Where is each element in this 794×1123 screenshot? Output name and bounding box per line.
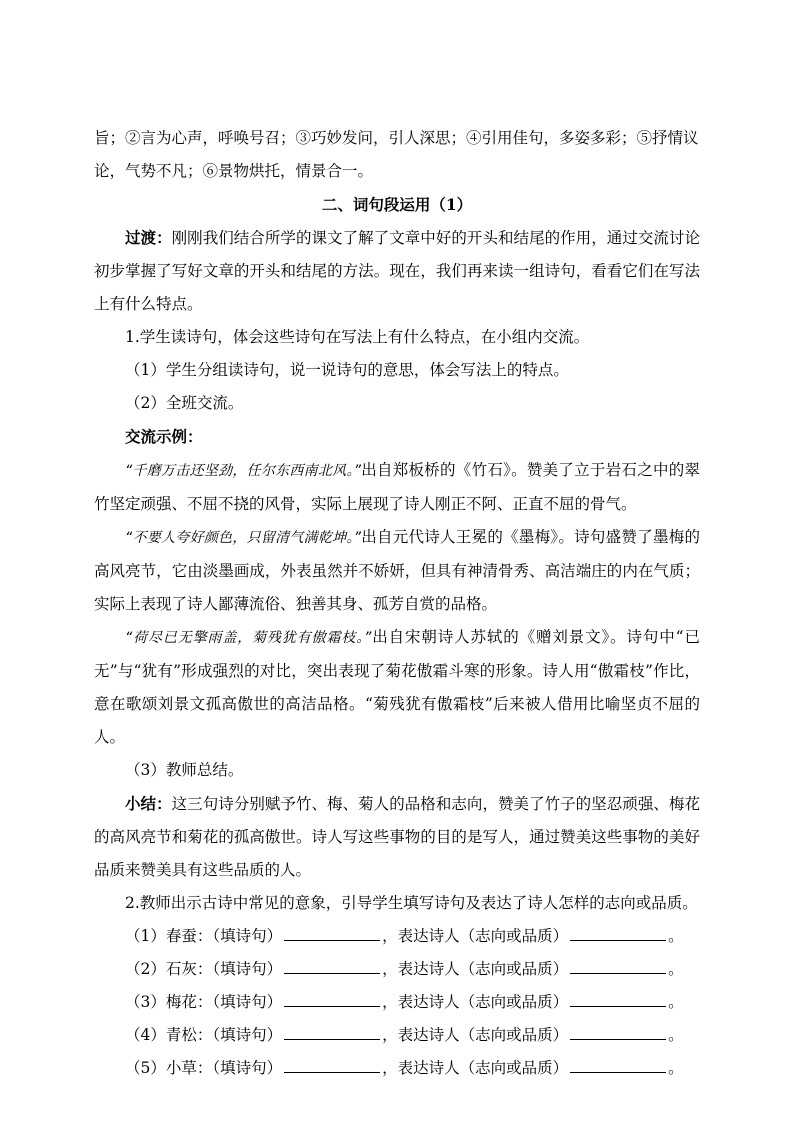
transition-label: 过渡： xyxy=(125,228,172,247)
example-label xyxy=(94,420,700,454)
quality-blank[interactable] xyxy=(570,925,666,941)
fill-item: 石灰： xyxy=(165,960,213,978)
fill-num: （4） xyxy=(125,1026,166,1044)
fill-row-2 xyxy=(94,953,700,986)
fill-num: （3） xyxy=(125,993,166,1011)
fill-item: 青松： xyxy=(165,1026,213,1044)
example-label-text: 交流示例： xyxy=(125,427,203,446)
fill-end: 。 xyxy=(668,1059,684,1077)
fill-prompt-express: ，表达诗人（志向或品质） xyxy=(382,1026,569,1044)
fill-item: 小草： xyxy=(165,1059,213,1077)
fill-prompt-express: ，表达诗人（志向或品质） xyxy=(382,993,569,1011)
poem-blank[interactable] xyxy=(284,925,380,941)
example-1 xyxy=(94,454,700,521)
fill-end: 。 xyxy=(668,927,684,945)
quality-blank[interactable] xyxy=(570,1057,666,1073)
summary-paragraph xyxy=(94,787,700,887)
example-2-poem: “不要人夸好颜色，只留清气满乾坤。” xyxy=(125,530,361,546)
fill-prompt-poem: （填诗句） xyxy=(212,1059,283,1077)
fill-num: （5） xyxy=(125,1059,166,1077)
step-2: 2.教师出示古诗中常见的意象，引导学生填写诗句及表达了诗人怎样的志向或品质。 xyxy=(125,894,698,912)
quality-blank[interactable] xyxy=(570,1024,666,1040)
document-page xyxy=(94,122,700,1085)
fill-item: 梅花： xyxy=(165,993,213,1011)
fill-row-4 xyxy=(94,1019,700,1052)
poem-blank[interactable] xyxy=(284,1024,380,1040)
intro-line-2: 论，气势不凡；⑥景物烘托，情景合一。 xyxy=(94,162,374,180)
step-1-sub-3: （3）教师总结。 xyxy=(125,761,244,779)
intro-line-1: 旨；②言为心声，呼唤号召；③巧妙发问，引人深思；④引用佳句，多姿多彩；⑤抒情议 xyxy=(94,129,699,147)
fill-num: （2） xyxy=(125,960,166,978)
fill-row-5 xyxy=(94,1052,700,1085)
poem-blank[interactable] xyxy=(284,1057,380,1073)
poem-blank[interactable] xyxy=(284,991,380,1007)
step-1-sub-1: （1）学生分组读诗句，说一说诗句的意思，体会写法上的特点。 xyxy=(125,361,569,379)
fill-prompt-express: ，表达诗人（志向或品质） xyxy=(382,927,569,945)
example-3-text: 出自宋朝诗人苏轼的《赠刘景文》。诗句中“已无”与“犹有”形成强烈的对比，突出表现了菊花傲霜斗寒的形象。诗人用“傲霜枝”作比，意在歌颂刘景文孤高傲世的高洁品格。“菊残犹有傲霜枝”后来被人借用比喻坚贞不屈的人。 xyxy=(94,628,700,746)
example-2 xyxy=(94,521,700,621)
fill-end: 。 xyxy=(668,960,684,978)
example-1-text: 出自郑板桥的《竹石》。赞美了立于岩石之中的翠竹坚定顽强、不屈不挠的风骨，实际上展现了诗人刚正不阿、正直不屈的骨气。 xyxy=(94,461,700,513)
fill-prompt-express: ，表达诗人（志向或品质） xyxy=(382,960,569,978)
fill-end: 。 xyxy=(668,1026,684,1044)
fill-prompt-poem: （填诗句） xyxy=(212,927,283,945)
fill-end: 。 xyxy=(668,993,684,1011)
step-1: 1.学生读诗句，体会这些诗句在写法上有什么特点，在小组内交流。 xyxy=(125,328,590,346)
example-3 xyxy=(94,621,700,754)
fill-prompt-poem: （填诗句） xyxy=(212,993,283,1011)
fill-prompt-poem: （填诗句） xyxy=(212,1026,283,1044)
transition-text: 刚刚我们结合所学的课文了解了文章中好的开头和结尾的作用，通过交流讨论初步掌握了写好文章的开头和结尾的方法。现在，我们再来读一组诗句，看看它们在写法上有什么特点。 xyxy=(94,229,700,313)
example-3-poem: “荷尽已无擎雨盖，菊残犹有傲霜枝。” xyxy=(125,630,372,646)
example-2-text: 出自元代诗人王冕的《墨梅》。诗句盛赞了墨梅的高风亮节，它由淡墨画成，外表虽然并不娇妍，但具有神清骨秀、高洁端庄的内在气质；实际上表现了诗人鄙薄流俗、独善其身、孤芳自赏的品格。 xyxy=(94,528,700,613)
quality-blank[interactable] xyxy=(570,991,666,1007)
fill-row-3 xyxy=(94,986,700,1019)
transition-paragraph xyxy=(94,221,700,321)
poem-blank[interactable] xyxy=(284,958,380,974)
example-1-poem: “千磨万击还坚劲，任尔东西南北风。” xyxy=(125,463,361,479)
fill-prompt-poem: （填诗句） xyxy=(212,960,283,978)
summary-text: 这三句诗分别赋予竹、梅、菊人的品格和志向，赞美了竹子的坚忍顽强、梅花的高风亮节和菊花的孤高傲世。诗人写这些事物的目的是写人，通过赞美这些事物的美好品质来赞美具有这些品质的人。 xyxy=(94,795,700,879)
section-heading: 二、词句段运用（1） xyxy=(321,195,473,214)
fill-item: 春蚕： xyxy=(165,927,213,945)
fill-num: （1） xyxy=(125,927,166,945)
fill-prompt-express: ，表达诗人（志向或品质） xyxy=(382,1059,569,1077)
summary-label: 小结： xyxy=(125,794,172,813)
quality-blank[interactable] xyxy=(570,958,666,974)
step-1-sub-2: （2）全班交流。 xyxy=(125,394,244,412)
fill-row-1 xyxy=(94,920,700,953)
